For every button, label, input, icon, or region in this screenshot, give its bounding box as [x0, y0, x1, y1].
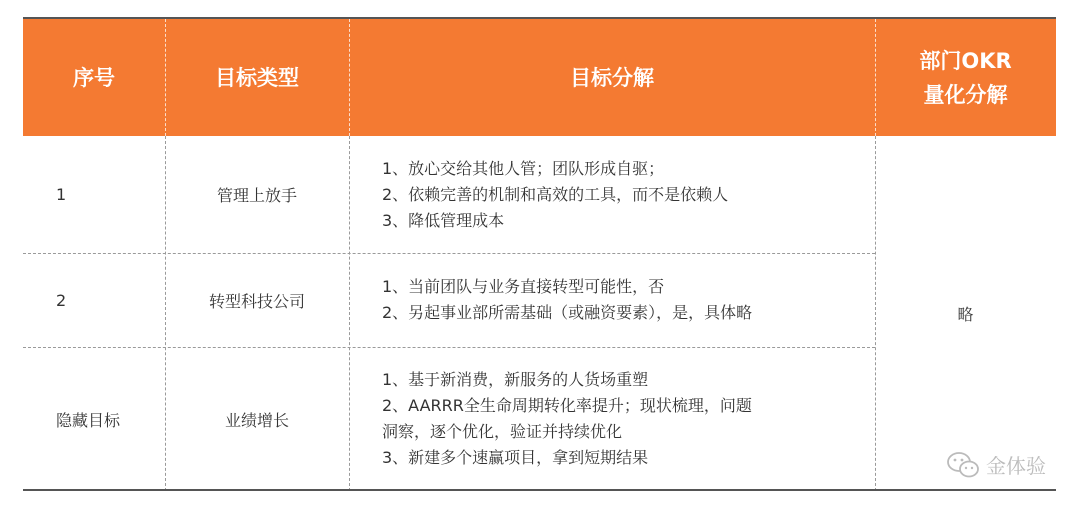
- table-header: [23, 19, 1056, 136]
- table-row-2-type: 转型科技公司: [208, 291, 305, 311]
- header-index: 序号: [73, 65, 115, 90]
- table-row-2-number: 2: [56, 290, 67, 310]
- goal-line: 1、基于新消费，新服务的人货场重塑: [382, 370, 649, 389]
- wechat-icon: [946, 451, 980, 479]
- table-row-1-goals: [349, 136, 875, 253]
- table-row-2-goals: [349, 253, 875, 347]
- header-goal-breakdown: 目标分解: [570, 65, 654, 90]
- goal-line: 1、当前团队与业务直接转型可能性，否: [382, 277, 665, 296]
- goal-line: 2、依赖完善的机制和高效的工具，而不是依赖人: [382, 184, 729, 204]
- header-okr: [875, 19, 1056, 136]
- header-goal-type: 目标类型: [215, 65, 299, 90]
- goal-line: 3、新建多个速赢项目，拿到短期结果: [382, 448, 649, 467]
- goal-line: 2、另起事业部所需基础（或融资要素），是，具体略: [382, 303, 753, 322]
- header-okr-line1: 部门OKR: [919, 48, 1012, 73]
- watermark: [946, 450, 1046, 479]
- goal-line: 洞察，逐个优化，验证并持续优化: [382, 422, 623, 441]
- header-okr-line2: 量化分解: [923, 82, 1008, 107]
- table-row-3-number: 隐藏目标: [56, 410, 121, 430]
- goal-line: 2、AARRR全生命周期转化率提升；现状梳理，问题: [382, 396, 752, 415]
- table-row-3-goals: [349, 347, 875, 491]
- goal-line: 3、降低管理成本: [382, 210, 505, 230]
- table-row-1-number: 1: [56, 185, 67, 204]
- okr-breakdown-value: 略: [957, 305, 974, 324]
- okr-table: [23, 17, 1056, 491]
- goal-line: 1、放心交给其他人管；团队形成自驱；: [382, 158, 665, 178]
- watermark-text: 金体验: [986, 454, 1046, 478]
- table-row-3-type: 业绩增长: [224, 410, 289, 430]
- table-bottom-border: [23, 489, 1056, 491]
- table-row-1-type: 管理上放手: [216, 186, 297, 205]
